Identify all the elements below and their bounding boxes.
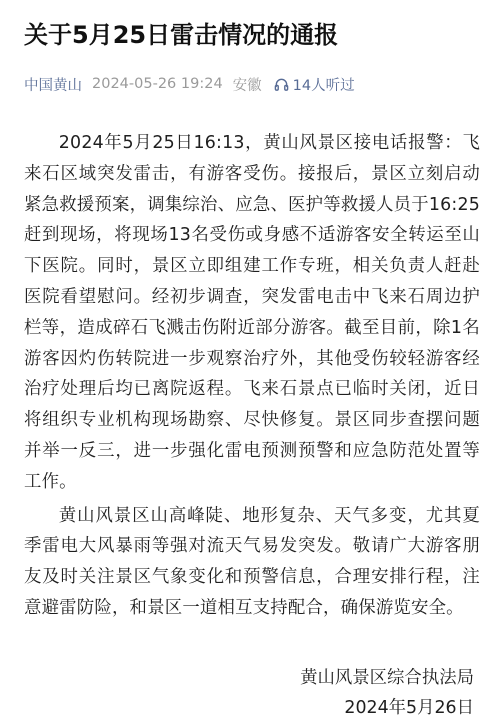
article-body <box>24 128 480 627</box>
publish-datetime: 2024-05-26 19:24 <box>92 76 223 92</box>
signature-date: 2024年5月26日 <box>344 698 474 718</box>
article-paragraph-1: 2024年5月25日16:13，黄山风景区接电话报警：飞来石区域突发雷击，有游客受伤。接报后，景区立刻启动紧急救援预案，调集综治、应急、医护等救援人员于16:25赶到现场，将现场13名受伤或身感不适游客安全转运至山下医院。同时，景区立即组建工作专班，相关负责人赶赴医院看望慰问。经初步调查，突发雷电击中飞来石周边护栏等，造成碎石飞溅击伤附近部分游客。截至目前，除1名游客因灼伤转院进一步观察治疗外，其他受伤较轻游客经治疗处理后均已离院返程。飞来石景点已临时关闭，近日将组织专业机构现场勘察、尽快修复。景区同步查摆问题并举一反三，进一步强化雷电预测预警和应急防范处置等工作。 <box>24 133 480 492</box>
account-name-link[interactable]: 中国黄山 <box>24 77 82 94</box>
headphones-icon <box>274 77 289 92</box>
listen-button[interactable] <box>274 74 355 95</box>
article-meta <box>24 72 480 96</box>
article-title: 关于5月25日雷击情况的通报 <box>24 21 339 49</box>
signature-org: 黄山风景区综合执法局 <box>300 668 474 688</box>
article-paragraph-2: 黄山风景区山高峰陡、地形复杂、天气多变，尤其夏季雷电大风暴雨等强对流天气易发突发。敬请广大游客朋友及时关注景区气象变化和预警信息，合理安排行程，注意避雷防险，和景区一道相互支持配合，确保游览安全。 <box>24 505 480 618</box>
article-signature <box>300 663 474 723</box>
listen-count: 14人听过 <box>292 77 355 94</box>
publish-region: 安徽 <box>232 77 262 94</box>
